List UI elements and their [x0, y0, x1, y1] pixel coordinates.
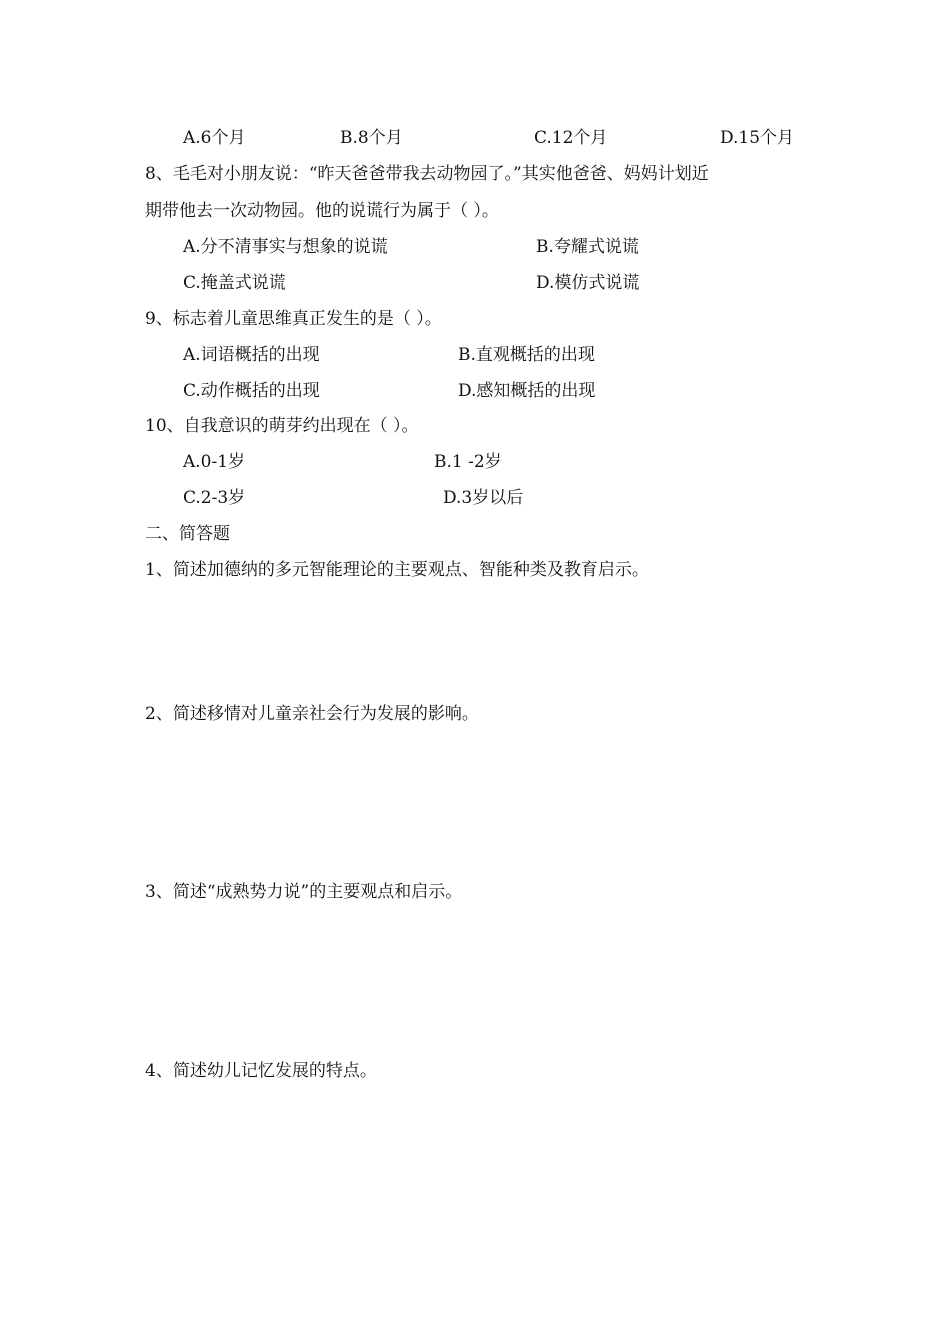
q9-option-a: A.词语概括的出现 — [183, 345, 320, 365]
short-answer-question-2: 2、简述移情对儿童亲社会行为发展的影响。 — [145, 704, 479, 724]
q8-option-d: D.模仿式说谎 — [536, 273, 640, 293]
q10-option-b: B.1 -2岁 — [434, 452, 502, 472]
q7-option-d: D.15个月 — [720, 128, 795, 148]
short-answer-question-4: 4、简述幼儿记忆发展的特点。 — [145, 1061, 377, 1081]
q8-option-b: B.夸耀式说谎 — [536, 237, 639, 257]
short-answer-question-1: 1、简述加德纳的多元智能理论的主要观点、智能种类及教育启示。 — [145, 560, 649, 580]
q9-stem: 9、标志着儿童思维真正发生的是（ ）。 — [145, 309, 442, 329]
q7-option-b: B.8个月 — [340, 128, 403, 148]
q9-option-b: B.直观概括的出现 — [458, 345, 595, 365]
q8-option-c: C.掩盖式说谎 — [183, 273, 286, 293]
q10-option-c: C.2-3岁 — [183, 488, 246, 508]
q10-option-a: A.0-1岁 — [183, 452, 246, 472]
q7-option-a: A.6个月 — [183, 128, 246, 148]
q8-option-a: A.分不清事实与想象的说谎 — [183, 237, 388, 257]
short-answer-question-3: 3、简述“成熟势力说”的主要观点和启示。 — [145, 882, 463, 902]
q8-stem-line1: 8、毛毛对小朋友说：“昨天爸爸带我去动物园了。”其实他爸爸、妈妈计划近 — [145, 164, 709, 184]
q10-stem: 10、自我意识的萌芽约出现在（ ）。 — [145, 416, 419, 436]
q8-stem-line2: 期带他去一次动物园。他的说谎行为属于（ ）。 — [145, 201, 499, 221]
q10-option-d: D.3岁以后 — [443, 488, 524, 508]
q9-option-c: C.动作概括的出现 — [183, 381, 320, 401]
section-heading: 二、简答题 — [145, 524, 230, 544]
q7-option-c: C.12个月 — [534, 128, 608, 148]
q9-option-d: D.感知概括的出现 — [458, 381, 596, 401]
